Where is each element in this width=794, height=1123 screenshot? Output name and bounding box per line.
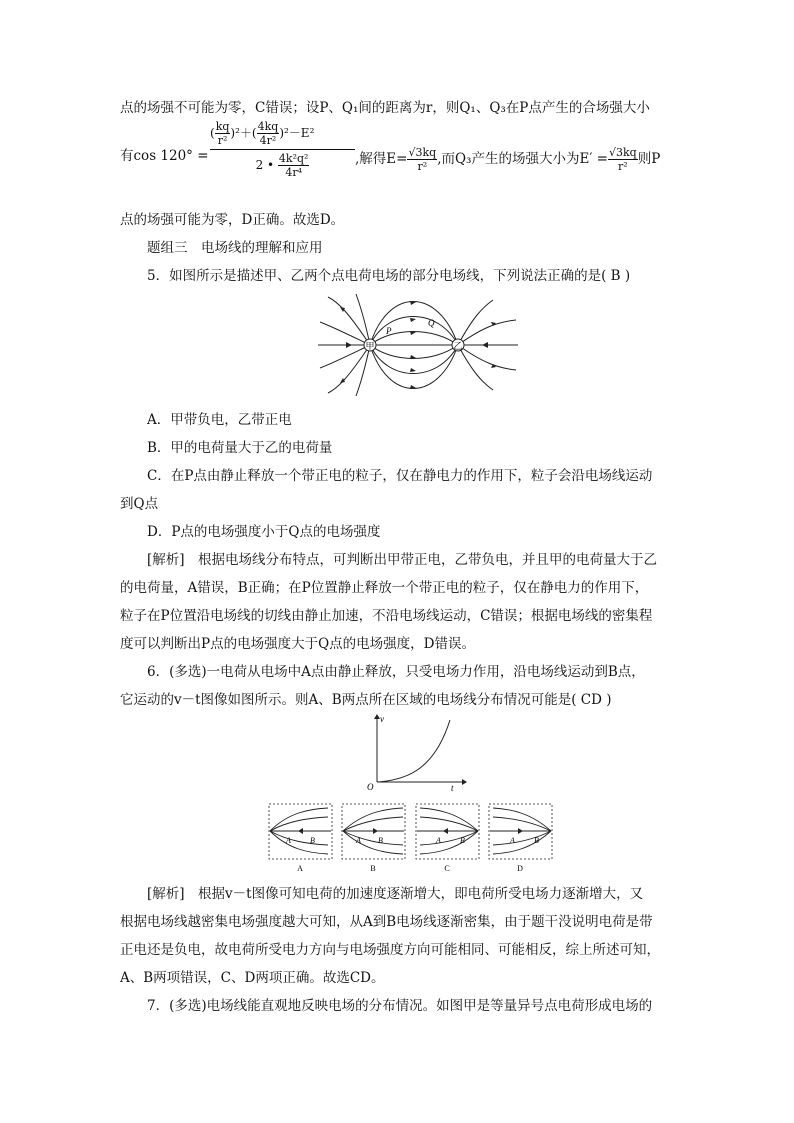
- then-p: 则P: [637, 151, 661, 167]
- text-line: 点的场强可能为零，D正确。故选D。: [120, 212, 345, 228]
- pt-b: B: [310, 836, 315, 845]
- axis-t: t: [451, 783, 454, 792]
- den-den: 4r⁴: [285, 166, 302, 179]
- question-5: 5．如图所示是描述甲、乙两个点电荷电场的部分电场线，下列说法正确的是( B ): [147, 268, 631, 284]
- pt-a: A: [286, 836, 291, 845]
- pt-a: A: [510, 836, 515, 845]
- den-r2: r²: [217, 134, 228, 147]
- option-label-d: D: [517, 864, 523, 873]
- e2-num: √3kq: [608, 146, 637, 159]
- den-two: 2 •: [255, 158, 278, 172]
- pt-b: B: [378, 836, 383, 845]
- option-5c: C．在P点由静止释放一个带正电的粒子，仅在静电力的作用下，粒子会沿电场线运动: [147, 468, 653, 484]
- cosine-fraction: [210, 120, 355, 179]
- explanation-6: [解析] 根据v－t图像可知电荷的加速度逐渐增大，即电荷所受电场力逐渐增大，又: [147, 886, 644, 902]
- q3-strength: ,而Q₃产生的场强大小为E′ =: [437, 151, 608, 167]
- explanation-6: 根据电场线越密集电场强度越大可知，从A到B电场线逐渐密集，由于题干没说明电荷是带: [120, 914, 653, 930]
- options-figure: [268, 803, 558, 875]
- explanation-5: 粒子在P位置沿电场线的切线由静止加速，不沿电场线运动，C错误；根据电场线的密集程: [120, 608, 653, 624]
- pt-a: A: [436, 836, 441, 845]
- formula-lead: 有cos 120° =: [120, 148, 209, 164]
- den-num: 4k²q²: [278, 152, 309, 165]
- option-5b: B．甲的电荷量大于乙的电荷量: [147, 440, 333, 456]
- label-q: Q: [428, 318, 435, 328]
- label-p: P: [386, 326, 392, 336]
- question-6: 6．(多选)一电荷从电场中A点由静止释放，只受电场力作用，沿电场线运动到B点，: [147, 664, 645, 680]
- fraction-numerator: ( $\frac{kq}{\text{r²}}$ )²＋( $\frac{4kq}{\text{4r²}}$ )²－E²: [210, 120, 355, 150]
- explanation-6: A、B两项错误，C、D两项正确。故选CD。: [120, 970, 385, 986]
- field-lines-figure: [318, 292, 518, 402]
- pt-b: B: [534, 836, 539, 845]
- option-label-c: C: [444, 864, 450, 873]
- pt-a: A: [356, 836, 361, 845]
- formula-line: [120, 146, 209, 166]
- e-den: r²: [417, 160, 428, 173]
- formula-tail: [355, 146, 660, 173]
- num-kq: kq: [215, 120, 230, 133]
- option-5d: D．P点的电场强度小于Q点的电场强度: [147, 524, 381, 540]
- label-jia: 甲: [365, 341, 375, 351]
- minus-e2: )²－E²: [279, 126, 315, 140]
- e2-den: r²: [618, 160, 628, 173]
- explanation-6: 正电还是负电，故电荷所受电力方向与电场强度方向可能相同、可能相反，综上所述可知，: [120, 942, 660, 958]
- section-heading: 题组三 电场线的理解和应用: [147, 240, 323, 256]
- question-7: 7．(多选)电场线能直观地反映电场的分布情况。如图甲是等量异号点电荷形成电场的: [147, 998, 653, 1014]
- e-num: √3kq: [408, 146, 437, 159]
- fraction-denominator: [210, 150, 355, 179]
- solve-e: ,解得E=: [355, 151, 408, 167]
- option-label-b: B: [370, 864, 376, 873]
- axis-v: v: [380, 714, 384, 724]
- option-label-a: A: [297, 864, 303, 873]
- option-5a: A．甲带负电，乙带正电: [147, 412, 292, 428]
- vt-graph: [365, 712, 475, 792]
- question-6: 它运动的v－t图像如图所示。则A、B两点所在区域的电场线分布情况可能是( CD ): [120, 692, 612, 708]
- label-yi: 乙: [453, 341, 463, 351]
- explanation-5: [解析] 根据电场线分布特点，可判断出甲带正电，乙带负电，并且甲的电荷量大于乙: [147, 552, 658, 568]
- plus-sign: )²＋(: [230, 126, 257, 140]
- num-4kq: 4kq: [257, 120, 279, 133]
- explanation-5: 的电荷量，A错误，B正确；在P位置静止释放一个带正电的粒子，仅在静电力的作用下，: [120, 580, 649, 596]
- origin-o: O: [367, 782, 374, 792]
- text-line: 点的场强不可能为零，C错误；设P、Q₁间的距离为r，则Q₁、Q₃在P点产生的合场强大小: [120, 100, 650, 116]
- explanation-5: 度可以判断出P点的电场强度大于Q点的电场强度，D错误。: [120, 636, 475, 652]
- den-4r2: 4r²: [259, 134, 277, 147]
- pt-b: B: [460, 836, 465, 845]
- option-5c-cont: 到Q点: [120, 496, 159, 512]
